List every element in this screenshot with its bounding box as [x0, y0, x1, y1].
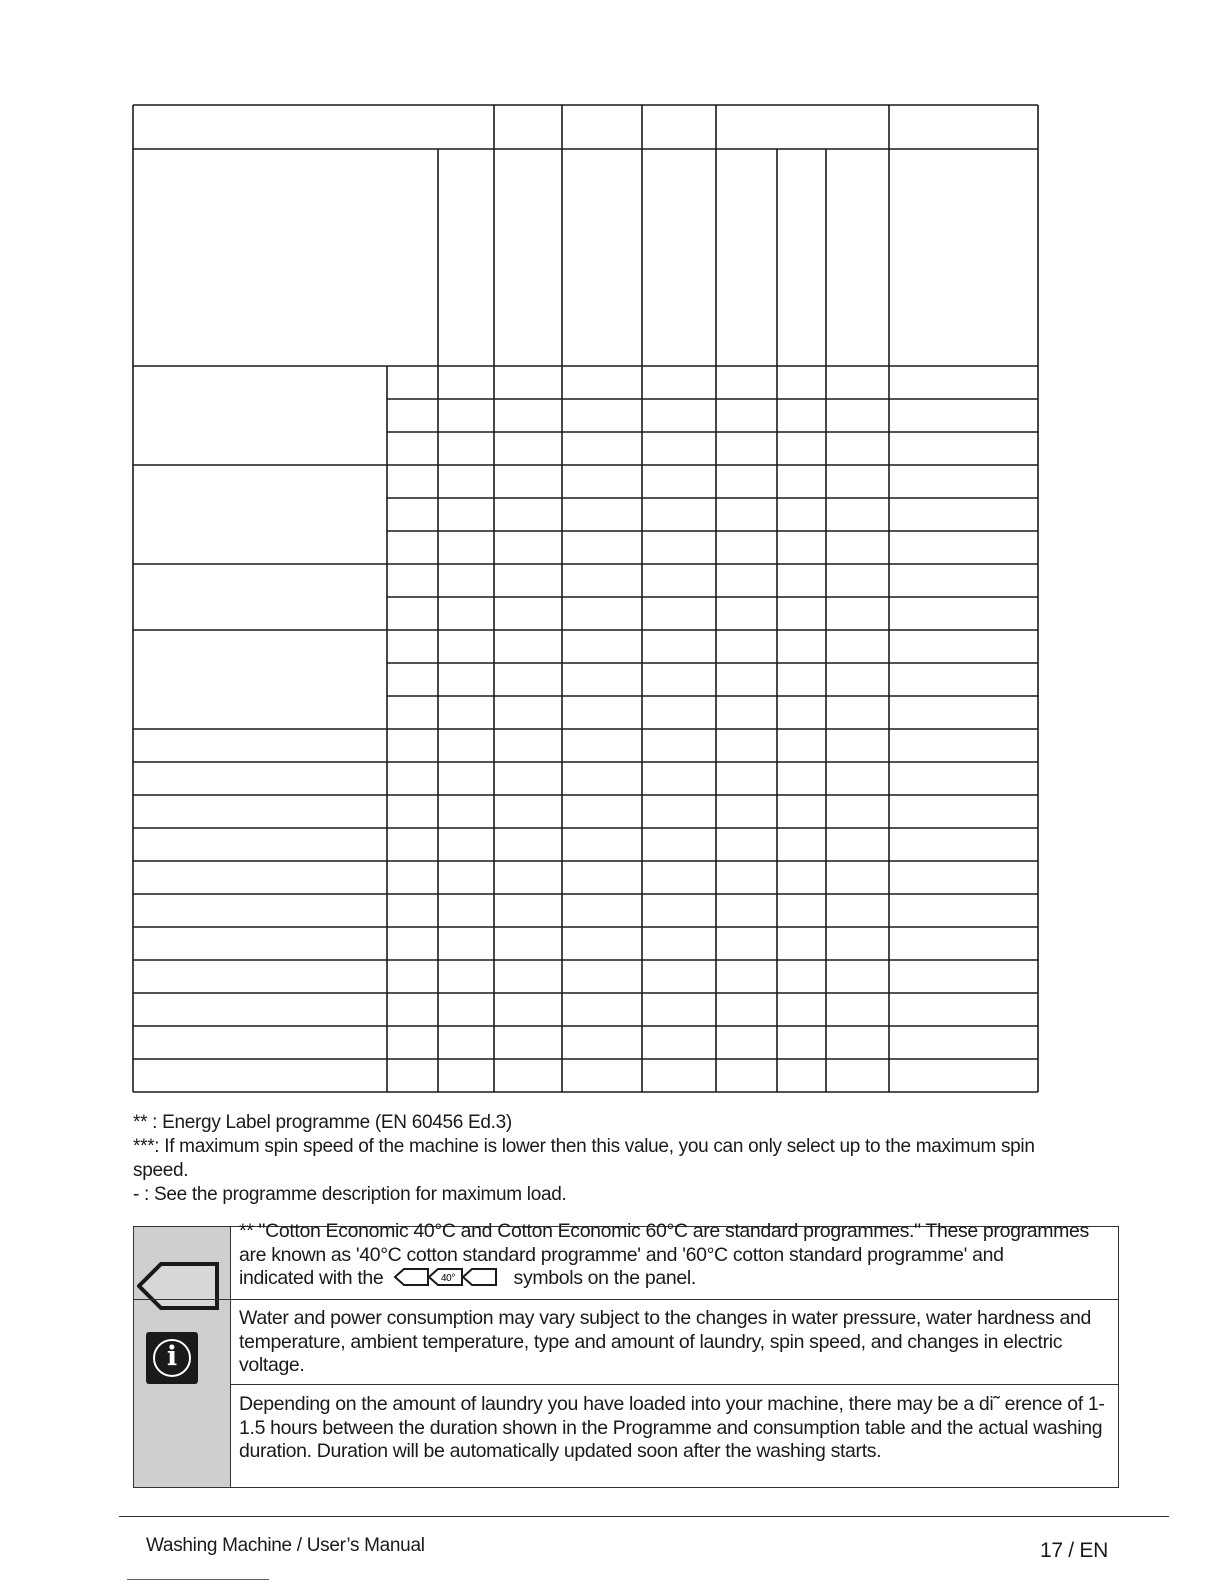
standard-programmes-text-2: indicated with the [239, 1267, 384, 1289]
standard-programmes-note [239, 1220, 1112, 1291]
table-footnotes [133, 1111, 1093, 1207]
footnote-spin-speed: ***: If maximum spin speed of the machine is lower then this value, you can only select up to the maximum spin speed. [133, 1136, 1035, 1181]
footnote-energy-label: ** : Energy Label programme (EN 60456 Ed.3) [133, 1112, 512, 1133]
info-icon: i [146, 1332, 198, 1384]
footnote-max-load: - : See the programme description for maximum load. [133, 1184, 567, 1205]
info-box-divider [231, 1384, 1118, 1385]
footer-document-title: Washing Machine / User’s Manual [146, 1535, 425, 1556]
info-box-divider [134, 1299, 1118, 1300]
standard-programmes-text: ** "Cotton Economic 40°C and Cotton Economic 60°C are standard programmes." These programmes are known as '40°C cotton standard programme' and '60°C cotton standard programme' and [239, 1220, 1089, 1266]
consumption-variation-note: Water and power consumption may vary subject to the changes in water pressure, water hardness and temperature, ambient temperature, type and amount of laundry, spin speed, and changes in electric voltage. [239, 1307, 1091, 1376]
page-number: 17 / EN [1040, 1539, 1108, 1562]
link-underline [127, 1579, 269, 1580]
footer-rule [119, 1516, 1169, 1517]
tag-icon [137, 1262, 221, 1310]
cotton-standard-symbol-icon [392, 1267, 498, 1287]
info-box [133, 1220, 1119, 1488]
duration-variation-note: Depending on the amount of laundry you have loaded into your machine, there may be a di˜ erence of 1-1.5 hours between the duration shown in the Programme and consumption table and the actual washing duration. Duration will be automatically updated soon after the washing starts. [239, 1393, 1105, 1462]
info-box-icon-column [134, 1227, 231, 1487]
svg-text:40°: 40° [441, 1273, 456, 1284]
standard-programmes-text-3: symbols on the panel. [513, 1267, 696, 1289]
